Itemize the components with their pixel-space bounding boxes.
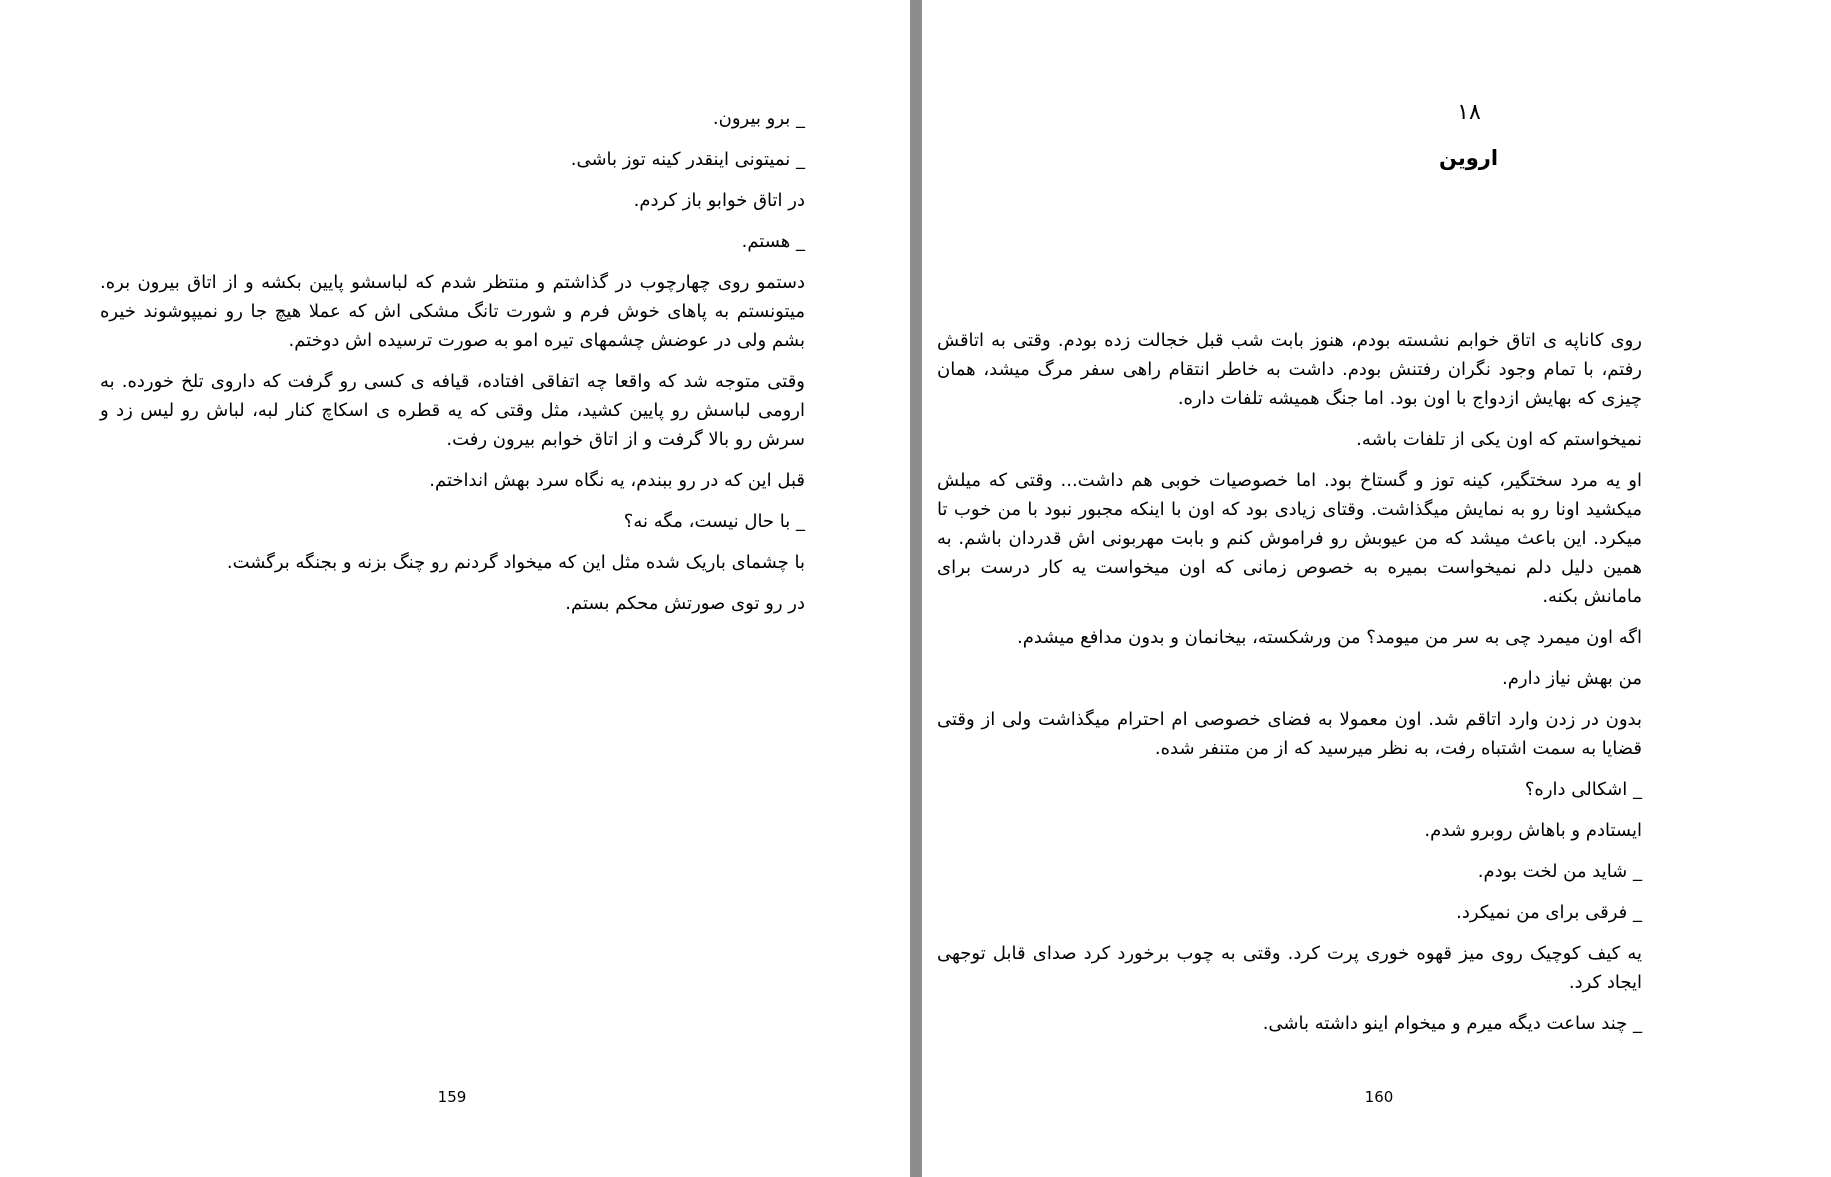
paragraph: با چشمای باریک شده مثل این که میخواد گردنم رو چنگ بزنه و بجنگه برگشت. xyxy=(226,552,805,573)
paragraph: _ فرقی برای من نمیکرد. xyxy=(1456,902,1642,923)
chapter-title: اروین xyxy=(1438,146,1499,170)
paragraph: او یه مرد سختگیر، کینه توز و گستاخ بود. اما خصوصیات خوبی هم داشت... وقتی که میلش میکشید اونا رو به نمایش میگذاشت. وقتای زیادی بود که اون با اینکه مجبور نبود با من خوب تا میکرد. این باعث میشد که من عیوبش رو فراموش کنم و بابت مهربونی اش قدردان باشم. به همین دلیل دلم نمیخواست بمیره به خصوص زمانی که اون میخواست یه کار درست برای مامانش بکنه. xyxy=(937,470,1642,607)
paragraph: در رو توی صورتش محکم بستم. xyxy=(565,593,805,614)
paragraph: _ هستم. xyxy=(741,231,805,252)
paragraph: قبل این که در رو ببندم، یه نگاه سرد بهش انداختم. xyxy=(429,470,805,491)
page-number: 160 xyxy=(1364,1088,1394,1106)
paragraph: بدون در زدن وارد اتاقم شد. اون معمولا به فضای خصوصی ام احترام میگذاشت ولی از وقتی قضایا به سمت اشتباه رفت، به نظر میرسید که از من متنفر شده. xyxy=(937,709,1642,759)
page-text xyxy=(937,326,1642,1050)
paragraph: _ برو بیرون. xyxy=(712,108,805,129)
paragraph: وقتی متوجه شد که واقعا چه اتفاقی افتاده، قیافه ی کسی رو گرفت که داروی تلخ خورده. به ارومی لباسش رو پایین کشید، مثل وقتی که یه قطره ی اسکاچ کنار لبه، لباش رو لیس زد و سرش رو بالا گرفت و از اتاق خوابم بیرون رفت. xyxy=(100,371,805,450)
paragraph: _ با حال نیست، مگه نه؟ xyxy=(623,511,805,532)
chapter-number: ۱۸ xyxy=(1457,100,1481,125)
page-160 xyxy=(922,0,1831,1177)
paragraph: نمیخواستم که اون یکی از تلفات باشه. xyxy=(1356,429,1642,450)
page-text xyxy=(100,104,805,630)
paragraph: در اتاق خوابو باز کردم. xyxy=(633,190,805,211)
paragraph: دستمو روی چهارچوب در گذاشتم و منتظر شدم که لباسشو پایین بکشه و از اتاق بیرون بره. میتونستم به پاهای خوش فرم و شورت تانگ مشکی اش که عملا هیچ جا رو نمیپوشوند خیره بشم ولی در عوضش چشمهای تیره امو به صورت ترسیده اش دوختم. xyxy=(100,272,805,351)
paragraph: ایستادم و باهاش روبرو شدم. xyxy=(1424,820,1642,841)
paragraph: _ نمیتونی اینقدر کینه توز باشی. xyxy=(570,149,805,170)
page-divider xyxy=(910,0,922,1177)
paragraph: روی کاناپه ی اتاق خوابم نشسته بودم، هنوز بابت شب قبل خجالت زده بودم. وقتی به اتاقش رفتم، با تمام وجود نگران رفتنش بودم. داشت به خاطر انتقام راهی سفر مرگ میشد، همان چیزی که بهایش ازدواج با اون بود. اما جنگ همیشه تلفات داره. xyxy=(937,330,1642,409)
paragraph: _ شاید من لخت بودم. xyxy=(1477,861,1642,882)
paragraph: _ اشکالی داره؟ xyxy=(1524,779,1642,800)
paragraph: من بهش نیاز دارم. xyxy=(1502,668,1642,689)
page-159 xyxy=(0,0,910,1177)
paragraph: اگه اون میمرد چی به سر من میومد؟ من ورشکسته، بیخانمان و بدون مدافع میشدم. xyxy=(1017,627,1642,648)
page-number: 159 xyxy=(437,1088,467,1106)
paragraph: یه کیف کوچیک روی میز قهوه خوری پرت کرد. وقتی به چوب برخورد کرد صدای قابل توجهی ایجاد کرد. xyxy=(937,943,1642,993)
paragraph: _ چند ساعت دیگه میرم و میخوام اینو داشته باشی. xyxy=(1262,1013,1642,1034)
